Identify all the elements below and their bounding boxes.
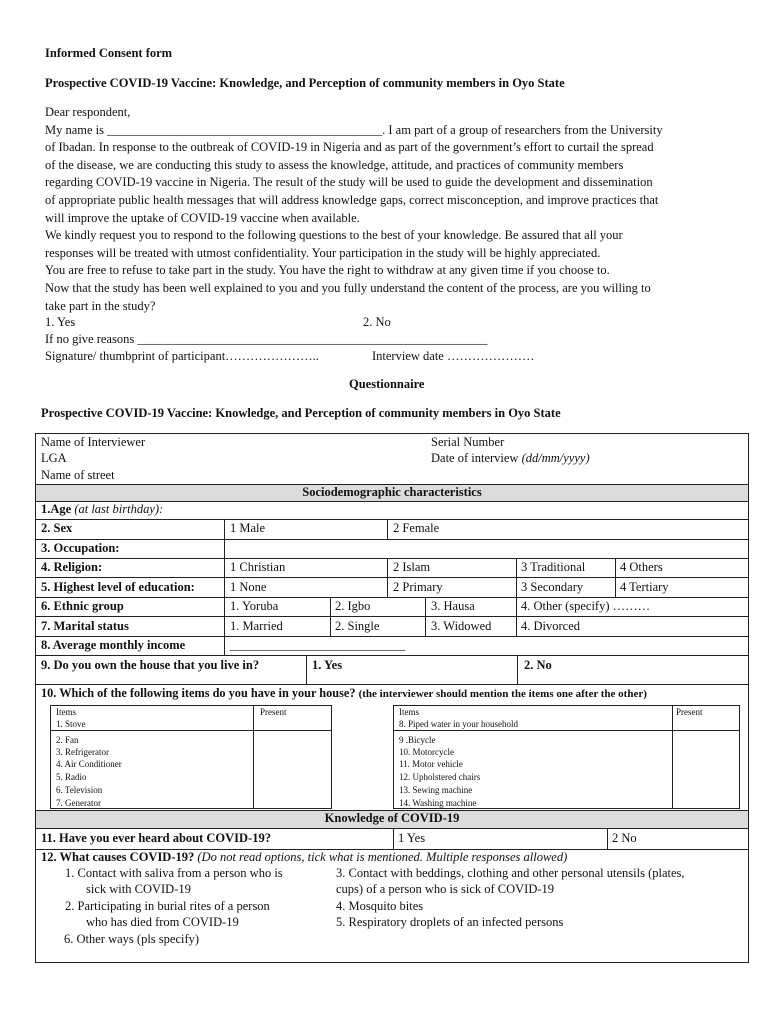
form-title: Informed Consent form [45,46,173,60]
consent-line: We kindly request you to respond to the following questions to the best of your knowledge. Be assured that all your [45,228,623,243]
consent-line: take part in the study? [45,298,156,313]
age-note: (at last birthday): [74,502,164,516]
items-col-header-left: Items [56,707,76,717]
questionnaire-heading: Questionnaire [349,377,425,391]
socio-heading: Sociodemographic characteristics [302,485,482,499]
ethnic-option-other[interactable]: 4. Other (specify) ……… [521,599,651,613]
cause-burial-rites[interactable]: 2. Participating in burial rites of a person [65,899,270,913]
street-name-label[interactable]: Name of street [41,468,115,482]
religion-option-christian[interactable]: 1 Christian [230,560,286,574]
house-option-yes[interactable]: 1. Yes [312,658,343,672]
item-motorcycle[interactable]: 10. Motorcycle [399,747,454,757]
causes-note: (Do not read options, tick what is mentioned. Multiple responses allowed) [197,850,568,864]
religion-option-others[interactable]: 4 Others [620,560,663,574]
heard-option-no[interactable]: 2 No [612,831,637,845]
consent-line: My name is ____________________________________________. I am part of a group of researchers from the University [45,122,663,137]
marital-option-single[interactable]: 2. Single [335,619,380,633]
causes-label: 12. What causes COVID-19? [41,850,198,864]
sex-option-female[interactable]: 2 Female [393,521,440,535]
items-question [41,686,647,701]
study-title: Prospective COVID-19 Vaccine: Knowledge, and Perception of community members in Oyo State [45,76,565,90]
cause-saliva[interactable]: 1. Contact with saliva from a person who is [65,866,283,880]
interviewer-name-label[interactable]: Name of Interviewer [41,435,146,449]
religion-option-islam[interactable]: 2 Islam [393,560,431,574]
items-label: 10. Which of the following items do you have in your house? [41,686,359,700]
signature-field[interactable]: Signature/ thumbprint of participant………………….. [45,349,319,363]
marital-option-divorced[interactable]: 4. Divorced [521,619,581,633]
occupation-label: 3. Occupation: [41,541,120,555]
item-radio[interactable]: 5. Radio [56,772,87,782]
consent-body [45,104,735,315]
date-label-text: Date of interview [431,451,522,465]
consent-line: regarding COVID-19 vaccine in Nigeria. The result of the study will be used to guide the development and dissemination [45,175,653,190]
education-option-tertiary[interactable]: 4 Tertiary [620,580,669,594]
item-bicycle[interactable]: 9 .Bicycle [399,735,436,745]
items-note: (the interviewer should mention the items one after the other) [358,688,647,700]
sex-option-male[interactable]: 1 Male [230,521,266,535]
item-air-conditioner[interactable]: 4. Air Conditioner [56,759,122,769]
marital-label: 7. Marital status [41,619,129,633]
education-option-none[interactable]: 1 None [230,580,267,594]
consent-line: Now that the study has been well explained to you and you fully understand the content of the process, are you willing to [45,280,651,295]
interview-date-field[interactable]: Interview date ………………… [372,349,535,363]
item-sewing-machine[interactable]: 13. Sewing machine [399,785,473,795]
ethnic-option-igbo[interactable]: 2. Igbo [335,599,371,613]
consent-line: of appropriate public health messages that will address knowledge gaps, correct misconception, and improve practices that [45,192,659,207]
no-reasons-field[interactable]: If no give reasons ________________________________________________________ [45,332,488,346]
age-label: 1.Age [41,502,75,516]
education-option-secondary[interactable]: 3 Secondary [521,580,584,594]
date-format-hint: (dd/mm/yyyy) [521,451,590,465]
education-option-primary[interactable]: 2 Primary [393,580,443,594]
serial-number-label[interactable]: Serial Number [431,435,505,449]
present-col-header-right: Present [676,707,703,717]
cause-beddings-cont: cups) of a person who is sick of COVID-19 [336,882,555,896]
ethnic-label: 6. Ethnic group [41,599,124,613]
consent-line: responses will be treated with utmost confidentiality. Your participation in the study will be highly appreciated. [45,245,601,260]
cause-other-ways[interactable]: 6. Other ways (pls specify) [64,932,200,946]
heard-option-yes[interactable]: 1 Yes [398,831,426,845]
income-input[interactable]: ____________________________ [230,638,405,652]
present-col-header-left: Present [260,707,287,717]
education-label: 5. Highest level of education: [41,580,195,594]
cause-beddings[interactable]: 3. Contact with beddings, clothing and other personal utensils (plates, [336,866,685,880]
consent-line: will improve the uptake of COVID-19 vaccine when available. [45,210,360,225]
lga-label[interactable]: LGA [41,451,67,465]
cause-mosquito[interactable]: 4. Mosquito bites [336,899,424,913]
consent-line: of Ibadan. In response to the outbreak of COVID-19 in Nigeria and as part of the government’s effort to curtail the spread [45,140,654,155]
causes-question [41,850,567,865]
item-motor-vehicle[interactable]: 11. Motor vehicle [399,759,463,769]
house-label: 9. Do you own the house that you live in? [41,658,260,672]
item-refrigerator[interactable]: 3. Refrigerator [56,747,109,757]
cause-respiratory[interactable]: 5. Respiratory droplets of an infected persons [336,915,564,929]
occupation-input[interactable] [225,540,747,557]
consent-line: Dear respondent, [45,105,131,119]
consent-option-yes[interactable]: 1. Yes [45,315,76,329]
marital-option-widowed[interactable]: 3. Widowed [431,619,492,633]
religion-option-traditional[interactable]: 3 Traditional [521,560,586,574]
heard-covid-label: 11. Have you ever heard about COVID-19? [41,831,271,845]
item-washing-machine[interactable]: 14. Washing machine [399,798,477,808]
cause-burial-rites-cont: who has died from COVID-19 [86,915,239,929]
cause-saliva-cont: sick with COVID-19 [86,882,191,896]
questionnaire-title: Prospective COVID-19 Vaccine: Knowledge, and Perception of community members in Oyo State [41,406,561,420]
consent-option-no[interactable]: 2. No [363,315,391,329]
consent-line: You are free to refuse to take part in the study. You have the right to withdraw at any given time if you choose to. [45,263,610,278]
consent-line: of the disease, we are conducting this study to assess the knowledge, attitude, and practices of community members [45,157,624,172]
marital-option-married[interactable]: 1. Married [230,619,283,633]
item-piped-water[interactable]: 8. Piped water in your household [399,719,518,729]
items-col-header-right: Items [399,707,419,717]
religion-label: 4. Religion: [41,560,103,574]
age-question[interactable] [41,502,163,517]
house-option-no[interactable]: 2. No [524,658,552,672]
item-generator[interactable]: 7. Generator [56,798,101,808]
knowledge-heading: Knowledge of COVID-19 [324,811,460,825]
interview-date-label[interactable] [431,451,590,466]
ethnic-option-hausa[interactable]: 3. Hausa [431,599,475,613]
income-label: 8. Average monthly income [41,638,186,652]
ethnic-option-yoruba[interactable]: 1. Yoruba [230,599,279,613]
item-upholstered-chairs[interactable]: 12. Upholstered chairs [399,772,481,782]
item-television[interactable]: 6. Television [56,785,103,795]
item-fan[interactable]: 2. Fan [56,735,79,745]
item-stove[interactable]: 1. Stove [56,719,86,729]
sex-label: 2. Sex [41,521,73,535]
